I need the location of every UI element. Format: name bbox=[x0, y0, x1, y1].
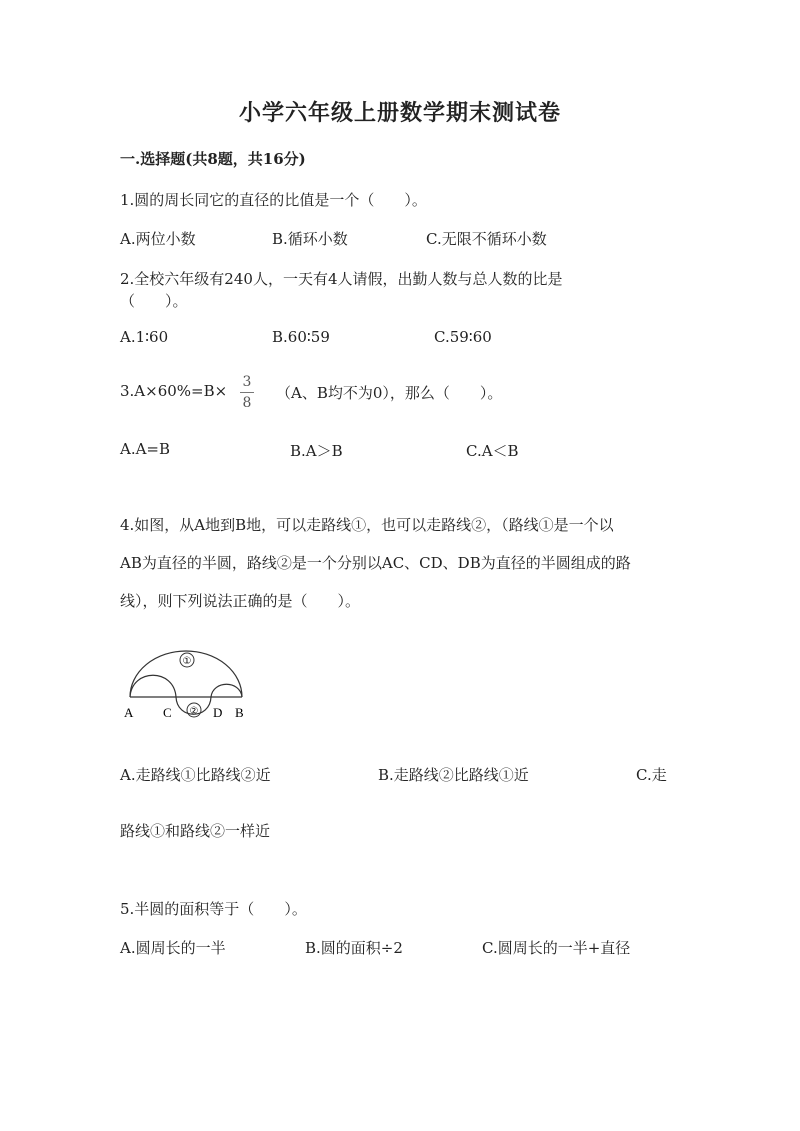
question-4-text-line2: AB为直径的半圆，路线②是一个分别以AC、CD、DB为直径的半圆组成的路 bbox=[120, 554, 631, 572]
route-2-arc-db bbox=[211, 684, 242, 697]
question-4-option-c: C.走 bbox=[636, 766, 667, 784]
question-5-option-c: C.圆周长的一半+直径 bbox=[482, 939, 631, 957]
point-b-label: B bbox=[235, 705, 244, 720]
question-4-text-line1: 4.如图，从A地到B地，可以走路线①，也可以走路线②，（路线①是一个以 bbox=[120, 516, 614, 534]
section-heading: 一.选择题(共8题，共16分) bbox=[120, 150, 306, 168]
question-3-text-after: （A、B均不为0），那么（ ）。 bbox=[276, 384, 503, 402]
question-2-option-c: C.59∶60 bbox=[434, 328, 492, 346]
point-d-label: D bbox=[213, 705, 223, 720]
route-2-arc-ac bbox=[130, 675, 176, 697]
fraction-bar bbox=[240, 392, 254, 393]
point-a-label: A bbox=[124, 705, 134, 720]
question-1-option-a: A.两位小数 bbox=[120, 230, 196, 248]
question-1-option-c: C.无限不循环小数 bbox=[426, 230, 547, 248]
route-diagram bbox=[118, 640, 258, 722]
question-2-option-a: A.1∶60 bbox=[120, 328, 169, 346]
question-4-text-line3: 线），则下列说法正确的是（ ）。 bbox=[120, 592, 361, 610]
question-5-option-b: B.圆的面积÷2 bbox=[305, 939, 403, 957]
question-4-option-b: B.走路线②比路线①近 bbox=[378, 766, 529, 784]
question-4-option-c-continued: 路线①和路线②一样近 bbox=[120, 822, 271, 840]
question-2-text-line2: （ ）。 bbox=[120, 292, 188, 310]
route-1-marker-label: ① bbox=[182, 656, 192, 667]
question-2-option-b: B.60∶59 bbox=[272, 328, 330, 346]
fraction-numerator: 3 bbox=[242, 374, 252, 390]
question-3-option-c: C.A＜B bbox=[466, 442, 519, 460]
question-1-text: 1.圆的周长同它的直径的比值是一个（ ）。 bbox=[120, 191, 427, 209]
question-3-text-before: 3.A×60%=B× bbox=[120, 382, 228, 400]
question-3-option-a: A.A=B bbox=[120, 440, 171, 458]
question-5-option-a: A.圆周长的一半 bbox=[120, 939, 226, 957]
fraction-three-eighths bbox=[240, 374, 254, 411]
question-3-option-b: B.A＞B bbox=[290, 442, 343, 460]
fraction-denominator: 8 bbox=[242, 395, 252, 411]
page-title: 小学六年级上册数学期末测试卷 bbox=[238, 100, 561, 126]
question-4-option-a: A.走路线①比路线②近 bbox=[120, 766, 271, 784]
route-2-marker-label: ② bbox=[189, 706, 199, 717]
point-c-label: C bbox=[163, 705, 172, 720]
question-5-text: 5.半圆的面积等于（ ）。 bbox=[120, 900, 307, 918]
question-1-option-b: B.循环小数 bbox=[272, 230, 348, 248]
question-2-text-line1: 2.全校六年级有240人，一天有4人请假，出勤人数与总人数的比是 bbox=[120, 270, 563, 288]
